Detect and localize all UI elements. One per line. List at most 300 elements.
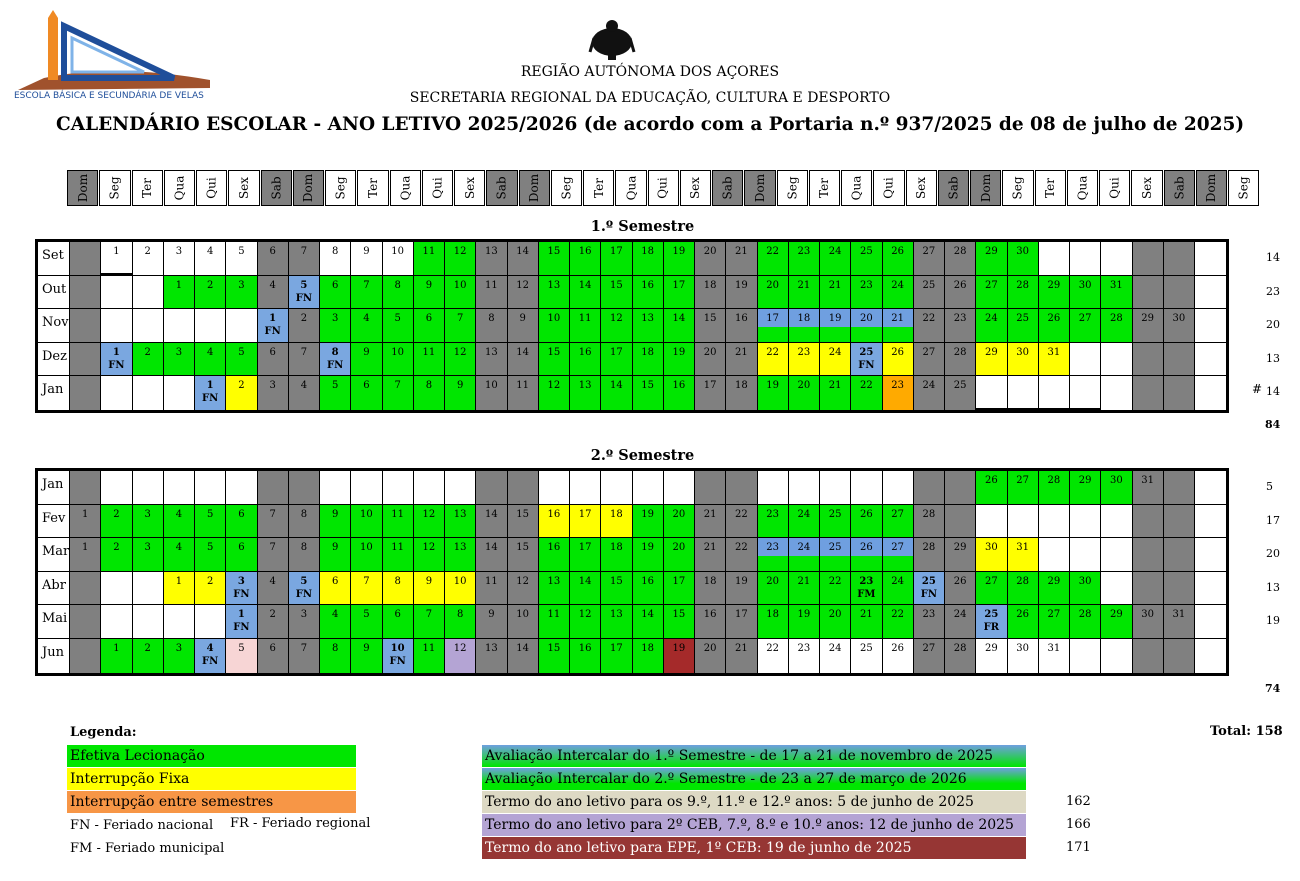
day-number: 8 [331, 642, 339, 654]
day-number: 13 [485, 346, 498, 358]
secretariat-name: SECRETARIA REGIONAL DA EDUCAÇÃO, CULTURA E DESPORTO [409, 90, 891, 106]
day-cell [476, 639, 507, 673]
day-number: 10 [453, 575, 467, 587]
day-cell [351, 572, 382, 605]
weekday-6 [261, 170, 292, 206]
empty-cell [70, 343, 101, 376]
day-cell [539, 242, 570, 275]
day-number: 27 [1047, 609, 1061, 620]
day-number: 15 [547, 246, 561, 257]
day-number: 29 [1078, 475, 1092, 486]
day-number: 21 [797, 279, 811, 291]
day-cell [258, 538, 289, 571]
empty-cell [1101, 505, 1132, 538]
day-number: 23 [860, 279, 873, 291]
day-number: 30 [1078, 575, 1092, 587]
month-row [38, 276, 1226, 310]
day-cell [726, 343, 757, 376]
day-cell [570, 309, 601, 342]
empty-cell [70, 242, 101, 275]
weekday-11 [422, 170, 453, 206]
day-number: 15 [516, 542, 529, 553]
day-cell [633, 276, 664, 309]
day-number: 12 [453, 346, 467, 358]
day-cell [883, 639, 914, 673]
day-cell [914, 276, 945, 309]
day-cell [601, 605, 632, 638]
day-number: 13 [610, 609, 623, 620]
day-number: 23 [922, 609, 936, 620]
day-cell [226, 343, 257, 376]
day-cell [289, 639, 320, 673]
day-cell [883, 242, 914, 275]
month-label: Nov [38, 309, 70, 342]
day-cell [695, 276, 726, 309]
month-count: 5 [1266, 480, 1273, 493]
empty-cell [133, 605, 164, 638]
day-number: 7 [300, 642, 308, 654]
day-cell [914, 242, 945, 275]
day-cell [133, 343, 164, 376]
day-number: 18 [735, 380, 748, 391]
day-cell [289, 538, 320, 571]
day-number: 13 [547, 575, 561, 587]
day-cell [820, 343, 851, 376]
weekday-label: Seg [785, 176, 800, 200]
day-number: 6 [238, 542, 245, 553]
day-number: 13 [578, 380, 592, 391]
day-cell [445, 639, 476, 673]
day-cell [976, 242, 1007, 275]
day-cell [601, 276, 632, 309]
day-number: 29 [985, 346, 998, 358]
day-number: 20 [860, 313, 873, 324]
day-cell [258, 276, 289, 309]
day-number: 3 [238, 279, 245, 291]
day-cell [164, 572, 195, 605]
day-cell [914, 309, 945, 342]
empty-cell [1133, 639, 1164, 673]
day-cell [195, 639, 226, 673]
day-cell [289, 276, 320, 309]
weekday-label: Sab [720, 176, 735, 200]
day-cell [445, 538, 476, 571]
weekday-27 [938, 170, 969, 206]
day-cell [570, 276, 601, 309]
day-cell [226, 505, 257, 538]
day-number: 1 [269, 313, 277, 324]
day-cell [1008, 572, 1039, 605]
day-cell [351, 639, 382, 673]
day-cell [695, 505, 726, 538]
day-number: 18 [703, 575, 717, 587]
month-count: 23 [1266, 284, 1280, 298]
day-number: 8 [300, 542, 308, 553]
day-number: 12 [422, 542, 436, 553]
empty-cell [976, 376, 1007, 410]
day-cell [476, 309, 507, 342]
day-cell [1008, 639, 1039, 673]
holiday-code: FN [327, 359, 344, 371]
day-cell [508, 309, 539, 342]
day-cell [320, 639, 351, 673]
day-cell [1008, 605, 1039, 638]
day-number: 9 [363, 246, 370, 257]
weekday-label: Qui [430, 177, 445, 199]
day-number: 28 [953, 346, 967, 358]
day-cell [726, 572, 757, 605]
semester-2-total: 74 [1265, 682, 1281, 695]
day-cell [820, 639, 851, 673]
day-number: 22 [735, 542, 748, 553]
day-cell [164, 343, 195, 376]
month-label: Set [38, 242, 70, 275]
day-number: 27 [985, 575, 998, 587]
day-cell [476, 505, 507, 538]
day-cell [445, 572, 476, 605]
day-cell [539, 605, 570, 638]
day-number: 19 [766, 380, 779, 391]
holiday-code: FM [857, 588, 876, 600]
day-cell [820, 242, 851, 275]
weekday-7 [293, 170, 324, 206]
day-cell [164, 505, 195, 538]
day-number: 17 [610, 346, 623, 358]
day-cell [1101, 276, 1132, 309]
day-cell [539, 343, 570, 376]
day-number: 4 [206, 642, 214, 654]
day-number: 15 [641, 380, 654, 391]
weekday-3 [164, 170, 195, 206]
month-label: Out [38, 276, 70, 309]
empty-cell [1101, 242, 1132, 275]
empty-cell [195, 605, 226, 638]
day-cell [570, 242, 601, 275]
day-cell [758, 572, 789, 605]
day-number: 30 [985, 542, 998, 553]
day-number: 31 [1172, 609, 1186, 620]
day-cell [851, 242, 882, 275]
day-cell [601, 343, 632, 376]
empty-cell [1195, 605, 1226, 638]
month-label: Jan [38, 376, 70, 410]
weekday-label: Sex [914, 176, 929, 200]
day-number: 27 [1016, 475, 1029, 486]
day-number: 22 [766, 642, 779, 654]
day-cell [320, 605, 351, 638]
day-cell [476, 242, 507, 275]
day-cell [695, 343, 726, 376]
day-cell [476, 343, 507, 376]
day-cell [414, 276, 445, 309]
day-number: 4 [300, 380, 308, 391]
empty-cell [1008, 376, 1039, 410]
day-number: 3 [175, 346, 183, 358]
day-number: 3 [144, 542, 151, 553]
day-number: 2 [238, 380, 245, 391]
weekday-17 [615, 170, 646, 206]
empty-cell [1195, 376, 1226, 410]
day-number: 10 [360, 508, 373, 520]
day-number: 26 [891, 346, 904, 358]
day-number: 24 [797, 542, 811, 553]
day-cell [508, 538, 539, 571]
day-number: 3 [300, 609, 308, 620]
day-cell [383, 538, 414, 571]
day-number: 25 [828, 542, 842, 553]
day-cell [476, 572, 507, 605]
weekday-label: Sex [236, 176, 251, 200]
day-cell [664, 605, 695, 638]
day-cell [1039, 572, 1070, 605]
weekday-25 [873, 170, 904, 206]
day-cell [820, 538, 851, 571]
day-cell [726, 242, 757, 275]
day-cell [726, 505, 757, 538]
day-cell [258, 309, 289, 342]
month-count: 14 [1266, 251, 1280, 264]
day-number: 15 [547, 642, 561, 654]
day-cell [945, 276, 976, 309]
day-cell [195, 572, 226, 605]
day-cell [914, 639, 945, 673]
day-number: 27 [985, 279, 998, 291]
day-number: 21 [735, 246, 748, 257]
day-number: 28 [922, 542, 936, 553]
day-cell [914, 376, 945, 410]
empty-cell [508, 471, 539, 504]
day-cell [226, 605, 257, 638]
day-number: 24 [922, 380, 936, 391]
day-number: 4 [363, 313, 370, 324]
weekday-8 [325, 170, 356, 206]
day-cell [758, 309, 789, 342]
day-cell [508, 572, 539, 605]
day-cell [945, 376, 976, 410]
day-cell [664, 639, 695, 673]
day-number: 21 [735, 642, 748, 654]
day-number: 29 [1047, 575, 1061, 587]
day-cell [570, 572, 601, 605]
weekday-20 [712, 170, 743, 206]
day-number: 4 [206, 346, 214, 358]
day-cell [133, 639, 164, 673]
day-number: 20 [703, 346, 717, 358]
empty-cell [945, 471, 976, 504]
day-number: 16 [672, 380, 686, 391]
day-cell [758, 505, 789, 538]
day-number: 8 [394, 279, 401, 291]
day-cell [383, 343, 414, 376]
weekday-4 [196, 170, 227, 206]
day-cell [1039, 639, 1070, 673]
day-number: 26 [891, 642, 904, 654]
day-number: 9 [331, 542, 339, 553]
day-cell [414, 343, 445, 376]
day-cell [445, 343, 476, 376]
day-number: 12 [516, 279, 529, 291]
day-cell [1133, 471, 1164, 504]
day-cell [1133, 605, 1164, 638]
day-cell [320, 242, 351, 275]
day-number: 12 [453, 246, 467, 257]
day-number: 1 [112, 346, 120, 358]
day-number: 26 [985, 475, 998, 486]
day-cell [508, 605, 539, 638]
empty-cell [1039, 538, 1070, 571]
day-cell [383, 242, 414, 275]
day-number: 13 [453, 542, 467, 553]
empty-cell [1008, 505, 1039, 538]
month-count: 19 [1266, 614, 1280, 627]
empty-cell [1195, 505, 1226, 538]
day-number: 26 [860, 508, 873, 520]
day-number: 19 [828, 313, 842, 324]
day-number: 21 [797, 575, 811, 587]
day-cell [133, 242, 164, 275]
day-number: 24 [797, 508, 811, 520]
day-cell [445, 505, 476, 538]
day-cell [258, 605, 289, 638]
day-cell [695, 309, 726, 342]
day-cell [664, 343, 695, 376]
weekday-label: Seg [1010, 176, 1025, 200]
day-cell [758, 276, 789, 309]
day-cell [320, 343, 351, 376]
day-cell [320, 538, 351, 571]
day-cell [508, 343, 539, 376]
day-cell [289, 572, 320, 605]
day-cell [320, 309, 351, 342]
empty-cell [820, 471, 851, 504]
empty-cell [1133, 376, 1164, 410]
empty-cell [1070, 538, 1101, 571]
day-number: 20 [703, 642, 717, 654]
day-cell [226, 242, 257, 275]
day-cell [664, 572, 695, 605]
day-number: 9 [331, 508, 339, 520]
holiday-code: FN [858, 359, 875, 371]
day-cell [945, 309, 976, 342]
weekday-2 [132, 170, 163, 206]
day-cell [851, 639, 882, 673]
empty-cell [351, 471, 382, 504]
day-cell [539, 639, 570, 673]
day-cell [633, 538, 664, 571]
empty-cell [1070, 242, 1101, 275]
day-number: 8 [331, 246, 339, 257]
day-cell [789, 538, 820, 571]
day-cell [70, 505, 101, 538]
day-cell [633, 343, 664, 376]
weekday-label: Sex [1139, 176, 1154, 200]
day-number: 30 [1016, 346, 1029, 358]
day-number: 19 [735, 279, 748, 291]
day-number: 22 [891, 609, 904, 620]
day-number: 5 [331, 380, 339, 391]
school-logo [14, 8, 220, 100]
day-cell [633, 309, 664, 342]
day-number: 31 [1016, 542, 1029, 553]
empty-cell [164, 605, 195, 638]
day-number: 3 [144, 508, 151, 520]
day-number: 29 [953, 542, 967, 553]
empty-cell [1101, 343, 1132, 376]
day-number: 15 [703, 313, 717, 324]
day-number: 25 [953, 380, 967, 391]
semester-2-title: 2.º Semestre [590, 447, 695, 464]
day-cell [945, 343, 976, 376]
day-number: 22 [735, 508, 748, 520]
day-number: 7 [269, 508, 276, 520]
empty-cell [1101, 572, 1132, 605]
day-number: 27 [891, 542, 904, 553]
day-number: 15 [672, 609, 686, 620]
day-number: 11 [422, 246, 436, 257]
day-number: 1 [113, 642, 120, 654]
day-cell [851, 376, 882, 410]
month-label: Jan [38, 471, 70, 504]
legend-termo2-count: 166 [1066, 817, 1091, 832]
empty-cell [726, 471, 757, 504]
day-cell [101, 242, 132, 275]
day-number: 12 [610, 313, 623, 324]
day-cell [758, 376, 789, 410]
day-cell [695, 242, 726, 275]
day-number: 30 [1110, 475, 1123, 486]
empty-cell [1164, 639, 1195, 673]
weekday-label: Qua [849, 175, 864, 201]
day-cell [695, 376, 726, 410]
grand-total-value: 158 [1255, 724, 1283, 739]
day-number: 10 [391, 346, 404, 358]
legend-aval1: Avaliação Intercalar do 1.º Semestre - de 17 a 21 de novembro de 2025 [482, 745, 1026, 767]
empty-cell [1133, 572, 1164, 605]
day-cell [601, 639, 632, 673]
legend-termo3-count: 171 [1066, 840, 1091, 855]
day-number: 21 [891, 313, 904, 324]
empty-cell [445, 471, 476, 504]
day-number: 21 [703, 542, 717, 553]
day-cell [195, 505, 226, 538]
day-number: 28 [1110, 313, 1123, 324]
day-cell [289, 376, 320, 410]
day-cell [726, 538, 757, 571]
day-number: 16 [578, 246, 592, 257]
day-cell [133, 538, 164, 571]
day-number: 18 [641, 642, 654, 654]
day-number: 14 [516, 346, 529, 358]
day-cell [476, 376, 507, 410]
empty-cell [195, 471, 226, 504]
day-number: 25 [860, 642, 873, 654]
day-cell [445, 376, 476, 410]
day-cell [70, 538, 101, 571]
day-number: 19 [641, 542, 654, 553]
day-cell [414, 309, 445, 342]
day-number: 17 [703, 380, 717, 391]
day-cell [508, 376, 539, 410]
day-number: 25 [1016, 313, 1029, 324]
weekday-label: Qui [656, 177, 671, 199]
weekday-label: Dom [527, 173, 542, 203]
empty-cell [601, 471, 632, 504]
day-cell [539, 376, 570, 410]
day-cell [383, 572, 414, 605]
day-cell [508, 639, 539, 673]
weekday-22 [777, 170, 808, 206]
month-row [38, 639, 1226, 673]
